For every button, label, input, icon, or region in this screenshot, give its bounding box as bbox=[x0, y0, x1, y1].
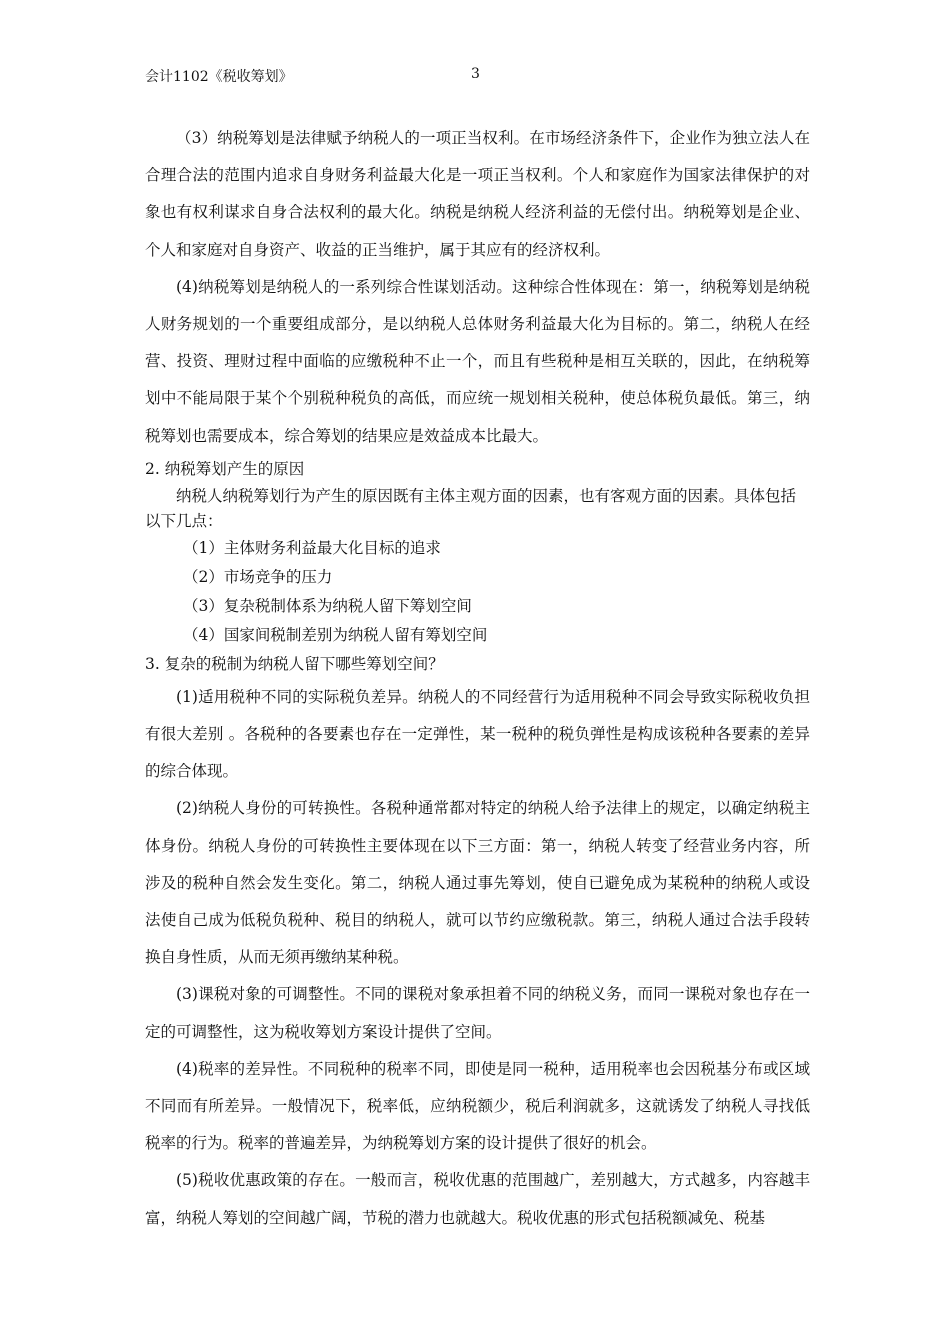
list-item: （3）复杂税制体系为纳税人留下筹划空间 bbox=[183, 596, 472, 615]
header-course-title: 会计1102《税收筹划》 bbox=[145, 69, 293, 85]
paragraph: 纳税人纳税筹划行为产生的原因既有主体主观方面的因素，也有客观方面的因素。具体包括以下几点： bbox=[145, 486, 797, 530]
document-body bbox=[145, 120, 810, 1237]
list-item: （4）国家间税制差别为纳税人留有筹划空间 bbox=[183, 625, 488, 644]
reason-list bbox=[145, 534, 810, 650]
section-heading: 2. 纳税筹划产生的原因 bbox=[145, 459, 305, 478]
section-heading: 3. 复杂的税制为纳税人留下哪些筹划空间？ bbox=[145, 654, 444, 673]
list-item: （1）主体财务利益最大化目标的追求 bbox=[183, 538, 441, 557]
paragraph: （3）纳税筹划是法律赋予纳税人的一项正当权利。在市场经济条件下，企业作为独立法人在合理合法的范围内追求自身财务利益最大化是一项正当权利。个人和家庭作为国家法律保护的对象也有权利谋求自身合法权利的最大化。纳税是纳税人经济利益的无偿付出。纳税筹划是企业、个人和家庭对自身资产、收益的正当维护，属于其应有的经济权利。 bbox=[145, 129, 810, 259]
paragraph: (4)税率的差异性。不同税种的税率不同，即使是同一税种，适用税率也会因税基分布或区域不同而有所差异。一般情况下，税率低，应纳税额少，税后利润就多，这就诱发了纳税人寻找低税率的行为。税率的普遍差异，为纳税筹划方案的设计提供了很好的机会。 bbox=[145, 1059, 810, 1153]
paragraph: (3)课税对象的可调整性。不同的课税对象承担着不同的纳税义务，而同一课税对象也存在一定的可调整性，这为税收筹划方案设计提供了空间。 bbox=[145, 985, 810, 1041]
list-item: （2）市场竞争的压力 bbox=[183, 567, 333, 586]
paragraph: (2)纳税人身份的可转换性。各税种通常都对特定的纳税人给予法律上的规定，以确定纳税主体身份。纳税人身份的可转换性主要体现在以下三方面：第一，纳税人转变了经营业务内容，所涉及的税种自然会发生变化。第二，纳税人通过事先筹划，使自已避免成为某税种的纳税人或设法使自己成为低税负税种、税目的纳税人，就可以节约应缴税款。第三，纳税人通过合法手段转换自身性质，从而无须再缴纳某种税。 bbox=[145, 799, 810, 967]
paragraph: (4)纳税筹划是纳税人的一系列综合性谋划活动。这种综合性体现在：第一，纳税筹划是纳税人财务规划的一个重要组成部分，是以纳税人总体财务利益最大化为目标的。第二，纳税人在经营、投资、理财过程中面临的应缴税种不止一个，而且有些税种是相互关联的，因此，在纳税筹划中不能局限于某个个别税种税负的高低，而应统一规划相关税种，使总体税负最低。第三，纳税筹划也需要成本，综合筹划的结果应是效益成本比最大。 bbox=[145, 277, 810, 445]
paragraph: (5)税收优惠政策的存在。一般而言，税收优惠的范围越广，差别越大，方式越多，内容越丰富，纳税人筹划的空间越广阔，节税的潜力也就越大。税收优惠的形式包括税额减免、税基 bbox=[145, 1171, 810, 1227]
paragraph: (1)适用税种不同的实际税负差异。纳税人的不同经营行为适用税种不同会导致实际税收负担有很大差别 。各税种的各要素也存在一定弹性，某一税种的税负弹性是构成该税种各要素的差异的综合体现。 bbox=[145, 687, 810, 781]
page-number: 3 bbox=[471, 66, 480, 82]
